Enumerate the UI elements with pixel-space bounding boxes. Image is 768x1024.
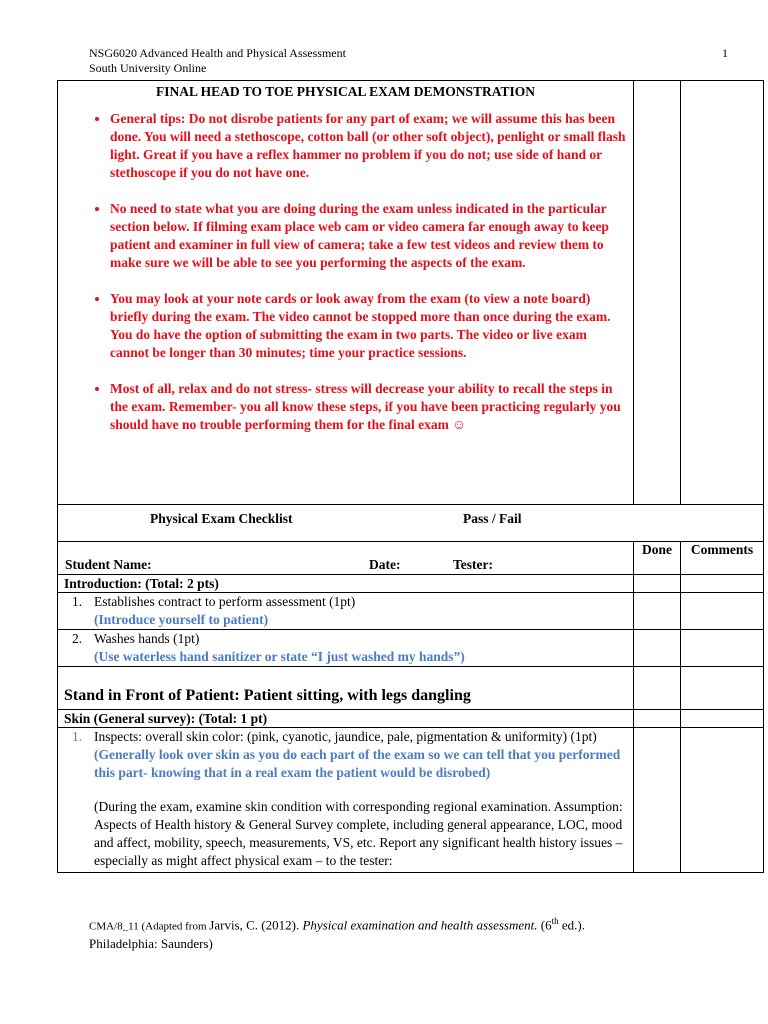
skin-paragraph: (During the exam, examine skin condition with corresponding regional examination. Assumption: Aspects of Health history & General Survey complete, including general appearance, LOC, mood and affect, mobility, speech, measurements, VS, etc. Report any significant health history issues – especially as might affect physical exam – to the tester: [94, 799, 623, 868]
footer-edition-pre: (6 [537, 917, 552, 933]
school-name: South University Online [89, 61, 207, 75]
exam-table [57, 80, 764, 873]
skin-item-row [58, 728, 764, 873]
footer-code: CMA/8_11 [89, 920, 139, 933]
footer-edition-post: ed.). [558, 917, 585, 933]
footer-citation [89, 913, 585, 952]
tip-item: • You may look at your note cards or look away from the exam (to view a note board) briefly during the exam. The video cannot be stopped more than once during the exam. You do have the option of submitting the exam in two parts. The video or live exam cannot be longer than 30 minutes; time your practice sessions. [110, 290, 627, 362]
item-note: (Use waterless hand sanitizer or state “I just washed my hands”) [94, 649, 465, 664]
item-text: Establishes contract to perform assessment (1pt) [94, 594, 356, 609]
tips-cell [58, 81, 634, 505]
done-cell [634, 81, 681, 505]
student-name-label: Student Name: [65, 557, 152, 572]
student-info-row [58, 542, 764, 575]
footer-book: Physical examination and health assessment. [302, 917, 538, 933]
pass-fail-label: Pass / Fail [463, 511, 522, 526]
item-number: 2. [72, 631, 83, 646]
footer-adapted: (Adapted from [138, 920, 210, 933]
running-header [89, 46, 346, 76]
skin-heading-row [58, 710, 764, 728]
checklist-row [58, 505, 764, 542]
item-note: (Generally look over skin as you do each part of the exam so we can tell that you performed this part- knowing that in a real exam the patient would be disrobed) [94, 747, 621, 780]
tips-row [58, 81, 764, 505]
item-number: 1. [72, 594, 83, 609]
footer-edition-sup: th [551, 916, 559, 926]
intro-item [64, 630, 627, 648]
intro-heading-row [58, 575, 764, 593]
item-number: 1. [72, 729, 83, 744]
course-title: NSG6020 Advanced Health and Physical Assessment [89, 46, 346, 60]
comments-header: Comments [681, 542, 764, 575]
checklist-label: Physical Exam Checklist [150, 511, 293, 526]
intro-heading: Introduction: (Total: 2 pts) [58, 575, 634, 593]
footer-author: Jarvis, C. (2012). [209, 917, 303, 933]
intro-item [64, 593, 627, 611]
tips-list [64, 110, 627, 434]
intro-item-row [58, 593, 764, 630]
tester-label: Tester: [453, 557, 493, 572]
stand-heading: Stand in Front of Patient: Patient sitting, with legs dangling [58, 667, 634, 710]
tip-item: • Most of all, relax and do not stress- stress will decrease your ability to recall the steps in the exam. Remember- you all know these steps, if you have been practicing regularly you should have no trouble performing them for the final exam ☺ [110, 380, 627, 434]
intro-item-row [58, 630, 764, 667]
tip-item: • No need to state what you are doing during the exam unless indicated in the particular section below. If filming exam place web cam or video camera far enough away to keep patient and examiner in full view of camera; take a few test videos and review them to make sure we will be able to see you performing the aspects of the exam. [110, 200, 627, 272]
stand-heading-row [58, 667, 764, 710]
comments-cell [681, 81, 764, 505]
skin-heading: Skin (General survey): (Total: 1 pt) [58, 710, 634, 728]
tip-item: • General tips: Do not disrobe patients for any part of exam; we will assume this has been done. You will need a stethoscope, cotton ball (or other soft object), penlight or small flash light. Great if you have a reflex hammer no problem if you do not; use side of hand or stethoscope if you do not have one. [110, 110, 627, 182]
skin-item [64, 728, 627, 746]
item-note: (Introduce yourself to patient) [94, 612, 269, 627]
item-text: Inspects: overall skin color: (pink, cyanotic, jaundice, pale, pigmentation & uniformity) (1pt) [94, 729, 597, 744]
item-text: Washes hands (1pt) [94, 631, 200, 646]
done-header: Done [634, 542, 681, 575]
page-number: 1 [722, 46, 728, 60]
document-title: FINAL HEAD TO TOE PHYSICAL EXAM DEMONSTRATION [155, 84, 536, 99]
date-label: Date: [369, 557, 401, 572]
footer-publisher: Philadelphia: Saunders) [89, 936, 213, 952]
